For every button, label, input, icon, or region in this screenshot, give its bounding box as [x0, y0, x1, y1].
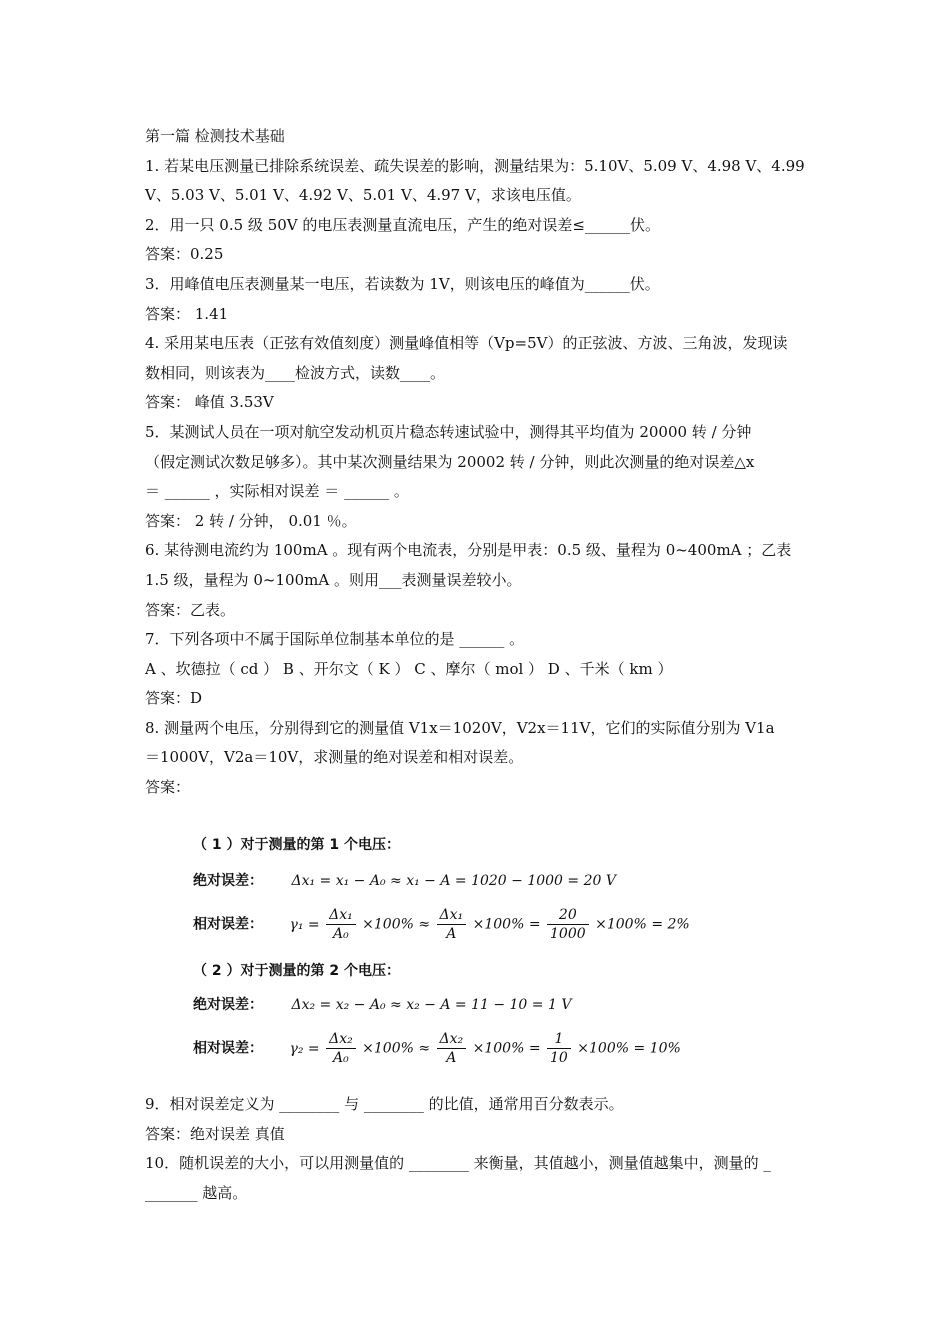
- part1-rel-mid: ×100% =: [472, 916, 541, 933]
- abs-error-label: 绝对误差：: [193, 997, 263, 1013]
- numerator: Δx₁: [326, 906, 356, 925]
- part1-abs-formula: Δx₁ = x₁ − A₀ ≈ x₁ − A = 1020 − 1000 = 20 V: [291, 873, 616, 889]
- fraction: [547, 1030, 571, 1067]
- answer-line: 答案：乙表。: [145, 600, 236, 619]
- fraction: [437, 1030, 467, 1067]
- solution-part2-title: （ 2 ）对于测量的第 2 个电压：: [193, 963, 400, 979]
- solution-part2-abs-row: [193, 994, 571, 1014]
- solution-part1-rel-row: [193, 906, 690, 943]
- denominator: A₀: [333, 926, 349, 942]
- text-line: ＝1000V，V2a＝10V，求测量的绝对误差和相对误差。: [145, 748, 524, 767]
- answer-line: 答案：D: [145, 689, 203, 708]
- answer-line: 答案： 1.41: [145, 304, 229, 323]
- part2-rel-mid: ×100% =: [472, 1040, 541, 1057]
- part2-rel-tail: ×100% = 10%: [577, 1040, 681, 1057]
- text-line: （假定测试次数足够多）。其中某次测量结果为 20002 转 / 分钟，则此次测量的绝对误差△x: [145, 452, 755, 471]
- numerator: Δx₂: [326, 1030, 356, 1049]
- text-line: _______ 越高。: [145, 1183, 248, 1202]
- text-line: 1. 若某电压测量已排除系统误差、疏失误差的影响，测量结果为：5.10V、5.09 V、4.98 V、4.99: [145, 156, 805, 175]
- fraction: [437, 906, 467, 943]
- part1-rel-mid: ×100% ≈: [362, 916, 431, 933]
- text-line: 10．随机误差的大小，可以用测量值的 ________ 来衡量，其值越小，测量值越集中，测量的 _: [145, 1154, 771, 1173]
- text-line: 6. 某待测电流约为 100mA 。现有两个电流表，分别是甲表：0.5 级、量程为 0~400mA ；乙表: [145, 541, 792, 560]
- denominator: A: [446, 1050, 457, 1066]
- numerator: 1: [547, 1030, 571, 1049]
- text-line: 9．相对误差定义为 ________ 与 ________ 的比值，通常用百分数表示。: [145, 1095, 624, 1113]
- part2-abs-formula: Δx₂ = x₂ − A₀ ≈ x₂ − A = 11 − 10 = 1 V: [291, 997, 572, 1013]
- denominator: 10: [550, 1050, 568, 1066]
- answer-line: 答案：绝对误差 真值: [145, 1124, 285, 1143]
- answer-line: 答案：0.25: [145, 245, 224, 264]
- numerator: Δx₂: [437, 1030, 467, 1049]
- rel-error-label: 相对误差：: [193, 1040, 263, 1057]
- fraction: [326, 906, 356, 943]
- text-line: 3．用峰值电压表测量某一电压，若读数为 1V，则该电压的峰值为______伏。: [145, 274, 660, 293]
- part2-rel-mid: ×100% ≈: [362, 1040, 431, 1057]
- fraction: [547, 906, 589, 943]
- text-line: ＝ ______ ，实际相对误差 ＝ ______ 。: [145, 482, 409, 501]
- solution-part2-rel-row: [193, 1030, 681, 1067]
- numerator: Δx₁: [437, 906, 467, 925]
- text-line: 4. 采用某电压表（正弦有效值刻度）测量峰值相等（Vp=5V）的正弦波、方波、三角波，发现读: [145, 334, 788, 353]
- abs-error-label: 绝对误差：: [193, 873, 263, 889]
- numerator: 20: [547, 906, 589, 925]
- answer-line: 答案：: [145, 778, 191, 797]
- part1-rel-tail: ×100% = 2%: [595, 916, 690, 933]
- part1-rel-prefix: γ₁ =: [289, 916, 320, 933]
- rel-error-label: 相对误差：: [193, 916, 263, 933]
- fraction: [326, 1030, 356, 1067]
- denominator: 1000: [550, 926, 586, 942]
- text-line: 8. 测量两个电压，分别得到它的测量值 V1x＝1020V，V2x＝11V，它们的实际值分别为 V1a: [145, 718, 775, 737]
- answer-line: 答案： 2 转 / 分钟， 0.01 ％。: [145, 511, 357, 530]
- answer-line: 答案： 峰值 3.53V: [145, 393, 274, 412]
- text-line: V、5.03 V、5.01 V、4.92 V、5.01 V、4.97 V，求该电压值。: [145, 186, 581, 205]
- text-line: 2．用一只 0.5 级 50V 的电压表测量直流电压，产生的绝对误差≤______伏。: [145, 215, 660, 234]
- denominator: A: [446, 926, 457, 942]
- document-body: [145, 122, 810, 803]
- solution-part1-title: （ 1 ）对于测量的第 1 个电压：: [193, 837, 400, 853]
- solution-part1-abs-row: [193, 870, 616, 890]
- text-line: 5．某测试人员在一项对航空发动机页片稳态转速试验中，测得其平均值为 20000 转 / 分钟: [145, 422, 752, 441]
- solution-figure: [193, 828, 690, 1078]
- options-line: A 、坎德拉（ cd ） B 、开尔文（ K ） C 、摩尔（ mol ） D 、千米（ km ）: [145, 659, 673, 678]
- text-line: 7．下列各项中不属于国际单位制基本单位的是 ______ 。: [145, 630, 525, 649]
- text-line: 数相同，则该表为____检波方式，读数____。: [145, 363, 446, 382]
- part2-rel-prefix: γ₂ =: [289, 1040, 320, 1057]
- section-heading: 第一篇 检测技术基础: [145, 127, 285, 145]
- text-line: 1.5 级，量程为 0~100mA 。则用___表测量误差较小。: [145, 570, 522, 589]
- denominator: A₀: [333, 1050, 349, 1066]
- document-body-continued: [145, 1090, 810, 1208]
